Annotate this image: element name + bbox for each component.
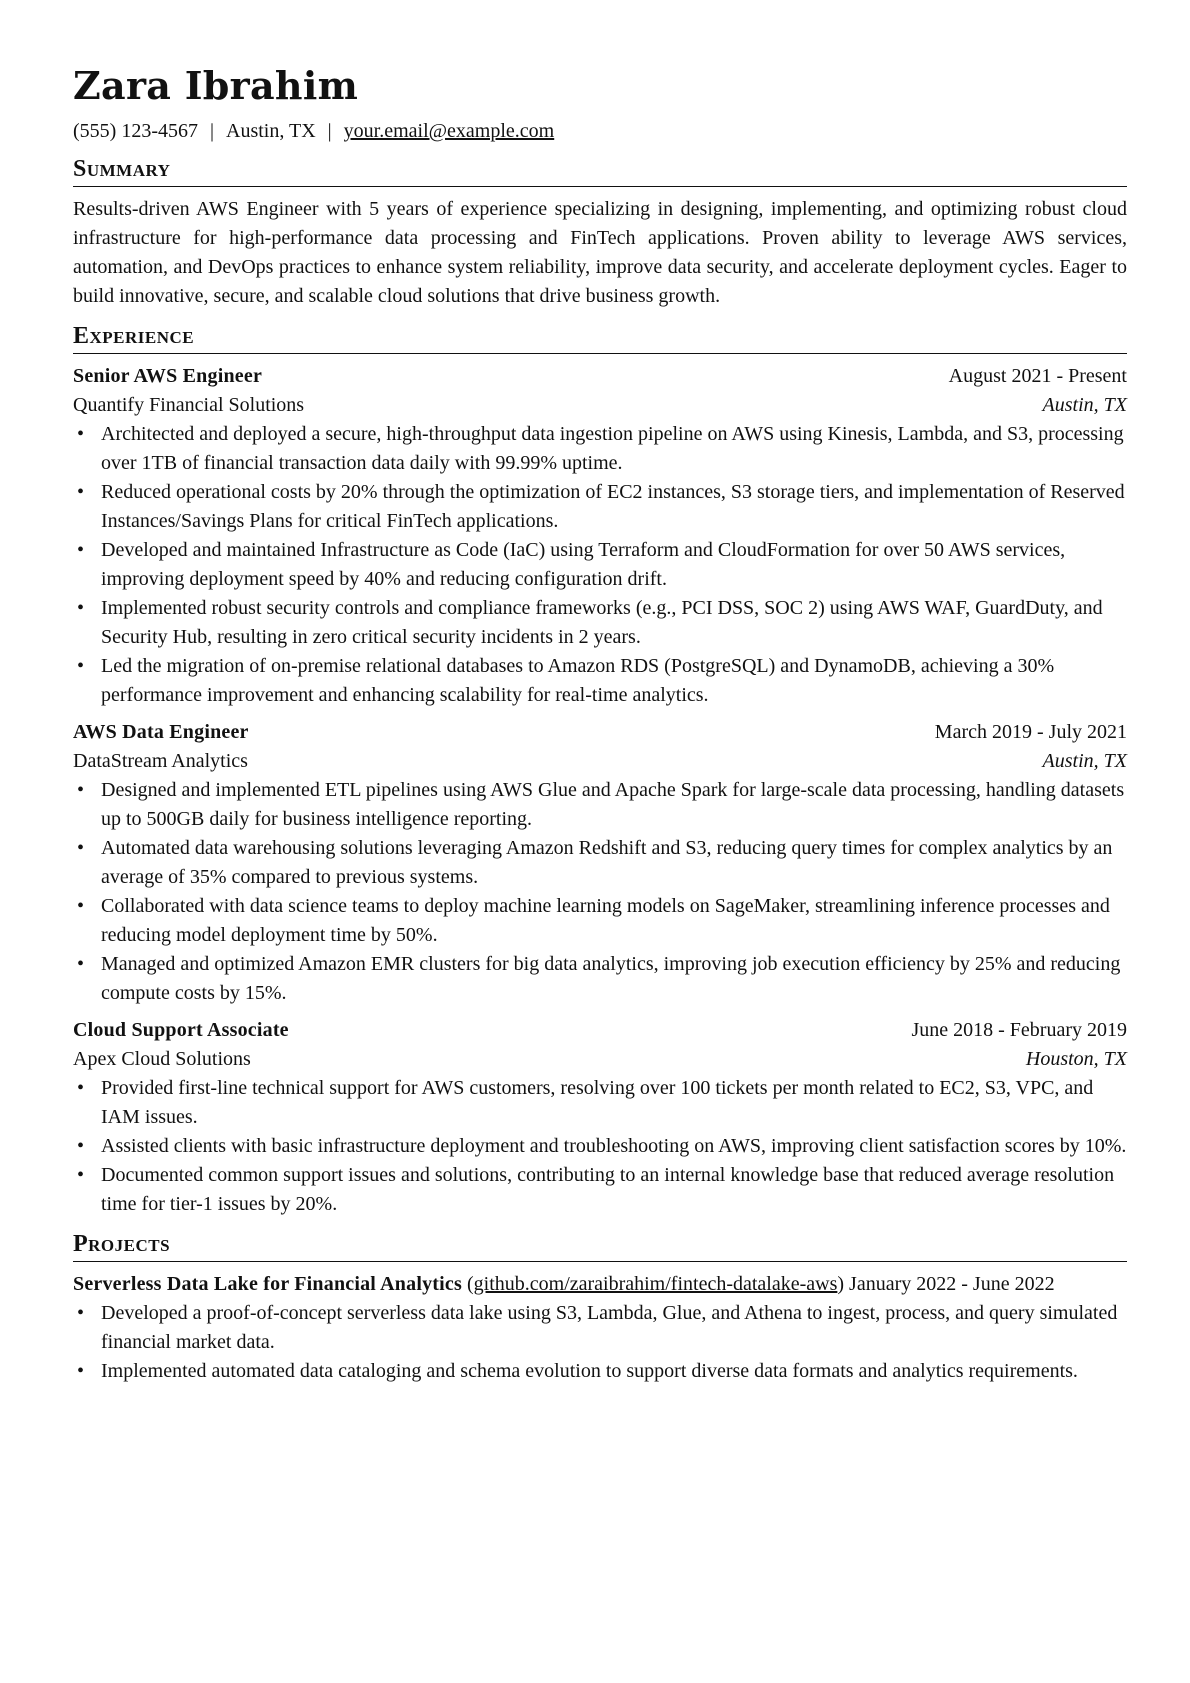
job-entry <box>73 718 1127 1008</box>
bullet-item: • Developed a proof-of-concept serverless data lake using S3, Lambda, Glue, and Athena to ingest, process, and query simulated financial market data. <box>101 1299 1127 1357</box>
project-entry <box>73 1270 1127 1386</box>
company-name: Apex Cloud Solutions <box>73 1048 251 1070</box>
job-dates: March 2019 - July 2021 <box>934 721 1127 743</box>
bullet-item: • Documented common support issues and solutions, contributing to an internal knowledge base that reduced average resolution time for tier-1 issues by 20%. <box>101 1161 1127 1219</box>
job-header <box>73 362 1127 391</box>
job-location: Houston, TX <box>1025 1048 1127 1070</box>
summary-heading: Summary <box>73 154 1127 187</box>
job-bullets <box>73 420 1127 710</box>
job-bullets <box>73 1074 1127 1219</box>
bullet-item: • Automated data warehousing solutions leveraging Amazon Redshift and S3, reducing query times for complex analytics by an average of 35% compared to previous systems. <box>101 834 1127 892</box>
phone-number: (555) 123-4567 <box>73 120 198 142</box>
bullet-item: • Designed and implemented ETL pipelines using AWS Glue and Apache Spark for large-scale data processing, handling datasets up to 500GB daily for business intelligence reporting. <box>101 776 1127 834</box>
bullet-item: • Developed and maintained Infrastructure as Code (IaC) using Terraform and CloudFormation for over 50 AWS services, improving deployment speed by 40% and reducing configuration drift. <box>101 536 1127 594</box>
job-dates: June 2018 - February 2019 <box>911 1019 1127 1041</box>
email-link[interactable]: your.email@example.com <box>343 120 555 142</box>
job-entry <box>73 362 1127 710</box>
summary-text: Results-driven AWS Engineer with 5 years of experience specializing in designing, implementing, and optimizing robust cloud infrastructure for high-performance data processing and FinTech applications. Proven ability to leverage AWS services, automation, and DevOps practices to enhance system reliability, improve data security, and accelerate deployment cycles. Eager to build innovative, secure, and scalable cloud solutions that drive business growth. <box>73 198 1127 307</box>
job-subheader <box>73 747 1127 776</box>
bullet-item: • Collaborated with data science teams to deploy machine learning models on SageMaker, streamlining inference processes and reducing model deployment time by 50%. <box>101 892 1127 950</box>
job-bullets <box>73 776 1127 1008</box>
job-subheader <box>73 1045 1127 1074</box>
resume-page <box>73 56 1127 1386</box>
job-title: Cloud Support Associate <box>73 1019 289 1041</box>
bullet-item: • Implemented automated data cataloging and schema evolution to support diverse data formats and analytics requirements. <box>101 1357 1127 1386</box>
bullet-item: • Provided first-line technical support for AWS customers, resolving over 100 tickets per month related to EC2, S3, VPC, and IAM issues. <box>101 1074 1127 1132</box>
job-subheader <box>73 391 1127 420</box>
company-name: Quantify Financial Solutions <box>73 394 305 416</box>
company-name: DataStream Analytics <box>73 750 248 772</box>
bullet-item: • Led the migration of on-premise relational databases to Amazon RDS (PostgreSQL) and DynamoDB, achieving a 30% performance improvement and enhancing scalability for real-time analytics. <box>101 652 1127 710</box>
candidate-name: Zara Ibrahim <box>73 63 359 108</box>
job-header <box>73 1016 1127 1045</box>
project-title: Serverless Data Lake for Financial Analytics <box>73 1273 462 1295</box>
contact-separator: | <box>209 120 214 142</box>
bullet-item: • Architected and deployed a secure, high-throughput data ingestion pipeline on AWS using Kinesis, Lambda, and S3, processing over 1TB of financial transaction data daily with 99.99% uptime. <box>101 420 1127 478</box>
experience-heading: Experience <box>73 321 1127 354</box>
job-title: AWS Data Engineer <box>73 721 249 743</box>
projects-heading: Projects <box>73 1229 1127 1262</box>
bullet-item: • Managed and optimized Amazon EMR clusters for big data analytics, improving job execution efficiency by 25% and reducing compute costs by 15%. <box>101 950 1127 1008</box>
job-header <box>73 718 1127 747</box>
contact-line <box>73 116 1127 146</box>
location: Austin, TX <box>226 120 316 142</box>
contact-separator: | <box>327 120 332 142</box>
job-location: Austin, TX <box>1042 750 1127 772</box>
project-header: Serverless Data Lake for Financial Analytics (github.com/zaraibrahim/fintech-datalake-aws) January 2022 - June 2022 <box>73 1273 1055 1295</box>
project-dates: January 2022 - June 2022 <box>849 1273 1055 1295</box>
project-link[interactable]: github.com/zaraibrahim/fintech-datalake-aws <box>473 1273 838 1295</box>
bullet-item: • Implemented robust security controls and compliance frameworks (e.g., PCI DSS, SOC 2) using AWS WAF, GuardDuty, and Security Hub, resulting in zero critical security incidents in 2 years. <box>101 594 1127 652</box>
project-bullets <box>73 1299 1127 1386</box>
job-entry <box>73 1016 1127 1219</box>
job-dates: August 2021 - Present <box>948 365 1127 387</box>
job-location: Austin, TX <box>1042 394 1127 416</box>
bullet-item: • Assisted clients with basic infrastructure deployment and troubleshooting on AWS, improving client satisfaction scores by 10%. <box>101 1132 1127 1161</box>
job-title: Senior AWS Engineer <box>73 365 263 387</box>
bullet-item: • Reduced operational costs by 20% through the optimization of EC2 instances, S3 storage tiers, and implementation of Reserved Instances/Savings Plans for critical FinTech applications. <box>101 478 1127 536</box>
